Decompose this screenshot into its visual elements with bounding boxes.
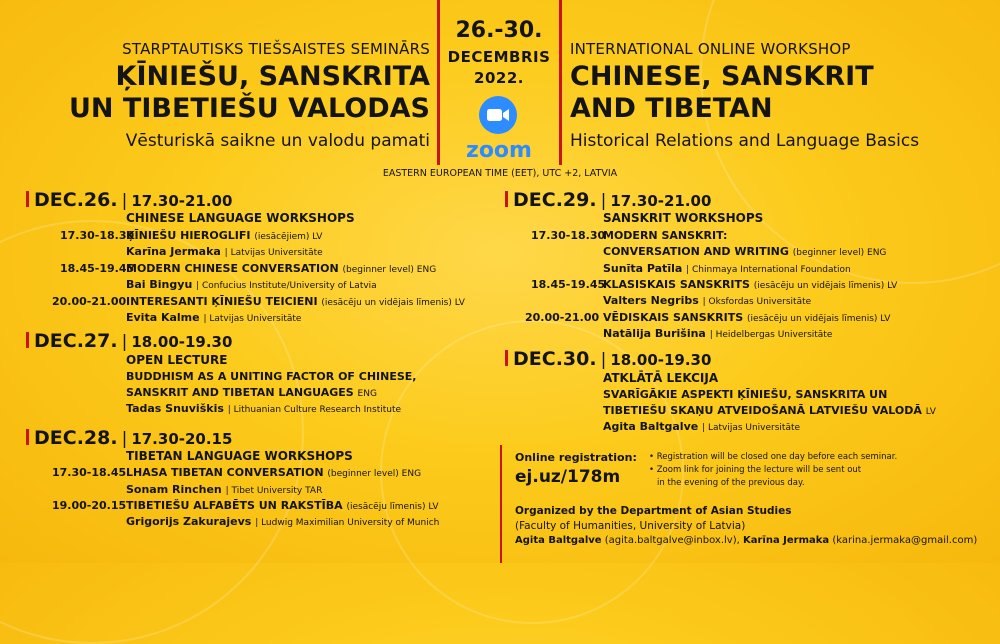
speaker: Grigorijs Zakurajevs | Ludwig Maximilian University of Munich <box>126 515 440 528</box>
session-time: 18.45-19.45 <box>531 278 606 291</box>
event-month: DECEMBRIS <box>447 48 551 66</box>
en-tagline: Historical Relations and Language Basics <box>570 131 920 151</box>
event-dates: 26.-30. <box>455 18 543 43</box>
session-title: VĒDISKAIS SANSKRITS (iesācēju un vidējais līmenis) LV <box>603 311 891 324</box>
session-time: 17.30-18.30 <box>60 229 135 242</box>
session-time: 18.45-19.45 <box>60 262 135 275</box>
session-title: ĶĪNIEŠU HIEROGLIFI (iesācējiem) LV <box>126 229 323 242</box>
divider-line-right <box>559 0 562 165</box>
en-title-line2: AND TIBETAN <box>570 93 773 124</box>
lecture-title-line2: TIBETIEŠU SKAŅU ATVEIDOŠANĀ LATVIEŠU VALODĀ LV <box>603 404 936 417</box>
lv-tagline: Vēsturiskā saikne un valodu pamati <box>125 131 430 151</box>
speaker: Tadas Snuviškis | Lithuanian Culture Research Institute <box>126 402 402 415</box>
speaker: Evita Kalme | Latvijas Universitāte <box>126 311 302 324</box>
speaker: Natālija Burišina | Heidelbergas Universitāte <box>603 327 833 340</box>
speaker: Sunīta Patīla | Chinmaya International Foundation <box>603 262 851 275</box>
lv-subtitle: STARPTAUTISKS TIEŠSAISTES SEMINĀRS <box>122 40 430 58</box>
speaker: Valters Negribs | Oksfordas Universitāte <box>603 294 812 307</box>
lv-title-line1: ĶĪNIEŠU, SANSKRITA <box>115 61 430 92</box>
session-time: 17.30-18.30 <box>531 229 606 242</box>
day-time: 17.30-20.15 <box>131 430 233 448</box>
day-header-dec28: DEC.28. | 17.30-20.15 <box>26 427 232 449</box>
timezone-note: EASTERN EUROPEAN TIME (EET), UTC +2, LATVIA <box>382 168 618 179</box>
section-title: SANSKRIT WORKSHOPS <box>603 211 764 225</box>
session-time: 17.30-18.45 <box>52 466 127 479</box>
session-time: 20.00-21.00 <box>52 295 127 308</box>
session-title: TIBETIEŠU ALFABĒTS UN RAKSTĪBA (iesācēju līmenis) LV <box>126 499 439 512</box>
day-header-dec29: DEC.29. | 17.30-21.00 <box>505 189 711 211</box>
lecture-title-line1: SVARĪGĀKIE ASPEKTI ĶĪNIEŠU, SANSKRITA UN <box>603 388 888 401</box>
section-title: OPEN LECTURE <box>126 353 228 367</box>
zoom-logo: zoom <box>466 138 532 163</box>
event-year: 2022. <box>474 69 524 87</box>
en-title-line1: CHINESE, SANSKRIT <box>570 61 874 92</box>
day-header-dec30: DEC.30. | 18.00-19.30 <box>505 348 711 370</box>
registration-note: • Registration will be closed one day before each seminar. <box>649 452 898 462</box>
session-title: LHASA TIBETAN CONVERSATION (beginner level) ENG <box>126 466 422 479</box>
day-label: DEC.30. <box>513 348 597 370</box>
day-label: DEC.28. <box>34 427 118 449</box>
session-time: 20.00-21.00 <box>525 311 600 324</box>
day-header-dec26: DEC.26. | 17.30-21.00 <box>26 189 232 211</box>
speaker: Karīna Jermaka | Latvijas Universitāte <box>126 245 323 258</box>
day-label: DEC.27. <box>34 330 118 352</box>
lecture-title-line1: BUDDHISM AS A UNITING FACTOR OF CHINESE, <box>126 370 417 383</box>
zoom-camera-icon <box>478 95 518 135</box>
day-time: 18.00-19.30 <box>610 351 712 369</box>
organizer-line1: Organized by the Department of Asian Studies <box>515 505 792 517</box>
day-header-dec27: DEC.27. | 18.00-19.30 <box>26 330 232 352</box>
day-time: 18.00-19.30 <box>131 333 233 351</box>
day-label: DEC.26. <box>34 189 118 211</box>
section-title: CHINESE LANGUAGE WORKSHOPS <box>126 211 355 225</box>
divider-line-bottom <box>500 445 502 563</box>
session-time: 19.00-20.15 <box>52 499 127 512</box>
section-title: TIBETAN LANGUAGE WORKSHOPS <box>126 449 353 463</box>
en-subtitle: INTERNATIONAL ONLINE WORKSHOP <box>570 40 851 58</box>
registration-label: Online registration: <box>515 451 637 464</box>
speaker: Agita Baltgalve | Latvijas Universitāte <box>603 420 801 433</box>
speaker: Sonam Rinchen | Tibet University TAR <box>126 483 323 496</box>
session-title: INTERESANTI ĶĪNIEŠU TEICIENI (iesācēju un vidējais līmenis) LV <box>126 295 465 308</box>
session-title-line1: MODERN SANSKRIT: <box>603 229 728 242</box>
organizer-line2: (Faculty of Humanities, University of Latvia) <box>515 520 746 532</box>
registration-note: • Zoom link for joining the lecture will be sent out <box>649 465 862 475</box>
day-label: DEC.29. <box>513 189 597 211</box>
session-title: KLASISKAIS SANSKRITS (iesācēju un vidējais līmenis) LV <box>603 278 898 291</box>
day-time: 17.30-21.00 <box>610 192 712 210</box>
session-title: MODERN CHINESE CONVERSATION (beginner level) ENG <box>126 262 437 275</box>
speaker: Bai Bingyu | Confucius Institute/University of Latvia <box>126 278 377 291</box>
registration-note: in the evening of the previous day. <box>657 478 805 488</box>
day-time: 17.30-21.00 <box>131 192 233 210</box>
organizer-contacts: Agita Baltgalve (agita.baltgalve@inbox.lv), Karīna Jermaka (karina.jermaka@gmail.com) <box>515 535 978 546</box>
divider-line-left <box>437 0 440 165</box>
lecture-title-line2: SANSKRIT AND TIBETAN LANGUAGES ENG <box>126 386 377 399</box>
registration-link[interactable]: ej.uz/178m <box>515 467 621 487</box>
lv-title-line2: UN TIBETIEŠU VALODAS <box>69 93 430 124</box>
section-title: ATKLĀTĀ LEKCIJA <box>603 371 719 385</box>
session-title-line2: CONVERSATION AND WRITING (beginner level) ENG <box>603 245 887 258</box>
